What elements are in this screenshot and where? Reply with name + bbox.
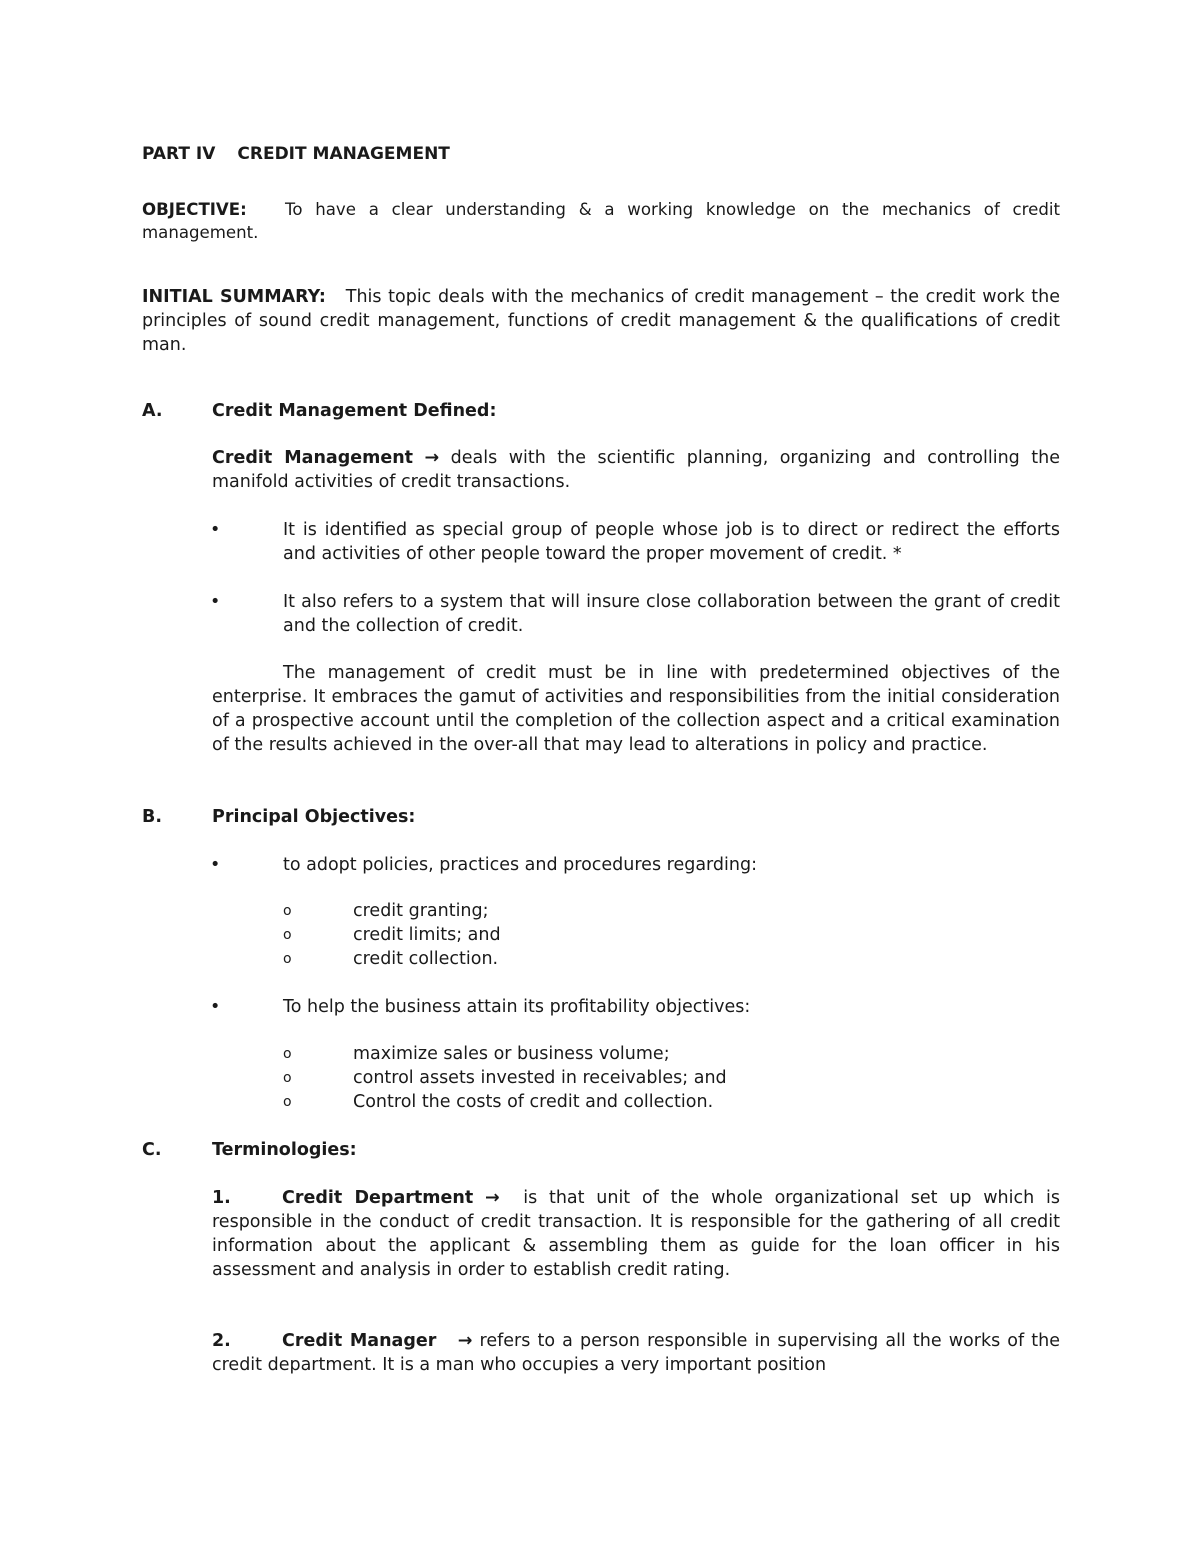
list-item: to adopt policies, practices and procedures regarding: — [283, 855, 757, 875]
arrow-right-icon: → — [424, 448, 440, 468]
credit-management-definition — [212, 446, 1060, 494]
summary-text: This topic deals with the mechanics of credit management – the credit work the principles of sound credit management, functions of credit management & the qualifications of credit man. — [142, 287, 1060, 355]
part-label: PART IV — [142, 144, 216, 164]
sub-list-item: credit collection. — [353, 949, 499, 969]
bullet-icon: • — [210, 997, 221, 1017]
definition-term: Credit Management — [212, 448, 414, 468]
list-item: To help the business attain its profitability objectives: — [283, 997, 751, 1017]
summary-label: INITIAL SUMMARY: — [142, 287, 326, 307]
section-a-title: Credit Management Defined: — [212, 401, 497, 421]
bullet-icon: • — [210, 592, 221, 612]
section-a-letter: A. — [142, 401, 163, 421]
section-c-title: Terminologies: — [212, 1140, 357, 1160]
arrow-right-icon: → — [484, 1188, 500, 1208]
section-b-title: Principal Objectives: — [212, 807, 416, 827]
section-b-letter: B. — [142, 807, 162, 827]
summary-paragraph — [142, 285, 1060, 357]
definition-text: deals with the scientific planning, organizing and controlling the manifold activities of credit transactions. — [212, 448, 1060, 492]
arrow-right-icon: → — [457, 1331, 473, 1351]
part-title: CREDIT MANAGEMENT — [237, 144, 450, 164]
sub-bullet-icon: o — [283, 903, 292, 919]
term-text: refers to a person responsible in supervising all the works of the credit department. It is a man who occupies a very important position — [212, 1331, 1060, 1375]
sub-list-item: credit granting; — [353, 901, 489, 921]
term-name: Credit Department — [282, 1188, 474, 1208]
sub-bullet-icon: o — [283, 1046, 292, 1062]
sub-list-item: credit limits; and — [353, 925, 501, 945]
term-credit-manager — [212, 1329, 1060, 1377]
term-text: is that unit of the whole organizational set up which is responsible in the conduct of credit transaction. It is responsible for the gathering of all credit information about the applicant & assembling them as guide for the loan officer in his assessment and analysis in order to establish credit rating. — [212, 1188, 1060, 1280]
sub-bullet-icon: o — [283, 927, 292, 943]
term-credit-department — [212, 1186, 1060, 1282]
sub-bullet-icon: o — [283, 1070, 292, 1086]
objective-text: To have a clear understanding & a working knowledge on the mechanics of credit management. — [142, 200, 1060, 242]
list-item: It also refers to a system that will insure close collaboration between the grant of credit and the collection of credit. — [283, 592, 1060, 636]
list-item: It is identified as special group of people whose job is to direct or redirect the efforts and activities of other people toward the proper movement of credit. * — [283, 520, 1060, 564]
sub-list-item: maximize sales or business volume; — [353, 1044, 670, 1064]
bullet-icon: • — [210, 520, 221, 540]
section-a-paragraph: The management of credit must be in line with predetermined objectives of the enterprise. It embraces the gamut of activities and responsibilities from the initial consideration of a prospective account until the completion of the collection aspect and a critical examination of the results achieved in the over-all that may lead to alterations in policy and practice. — [212, 663, 1060, 755]
sub-bullet-icon: o — [283, 1094, 292, 1110]
term-number: 1. — [212, 1188, 231, 1208]
sub-list-item: control assets invested in receivables; and — [353, 1068, 727, 1088]
sub-list-item: Control the costs of credit and collection. — [353, 1092, 714, 1112]
objective-label: OBJECTIVE: — [142, 200, 247, 219]
term-name: Credit Manager — [282, 1331, 437, 1351]
section-c-letter: C. — [142, 1140, 162, 1160]
objective-paragraph — [142, 198, 1060, 244]
page-title — [142, 142, 1060, 166]
term-number: 2. — [212, 1331, 231, 1351]
bullet-icon: • — [210, 855, 221, 875]
sub-bullet-icon: o — [283, 951, 292, 967]
